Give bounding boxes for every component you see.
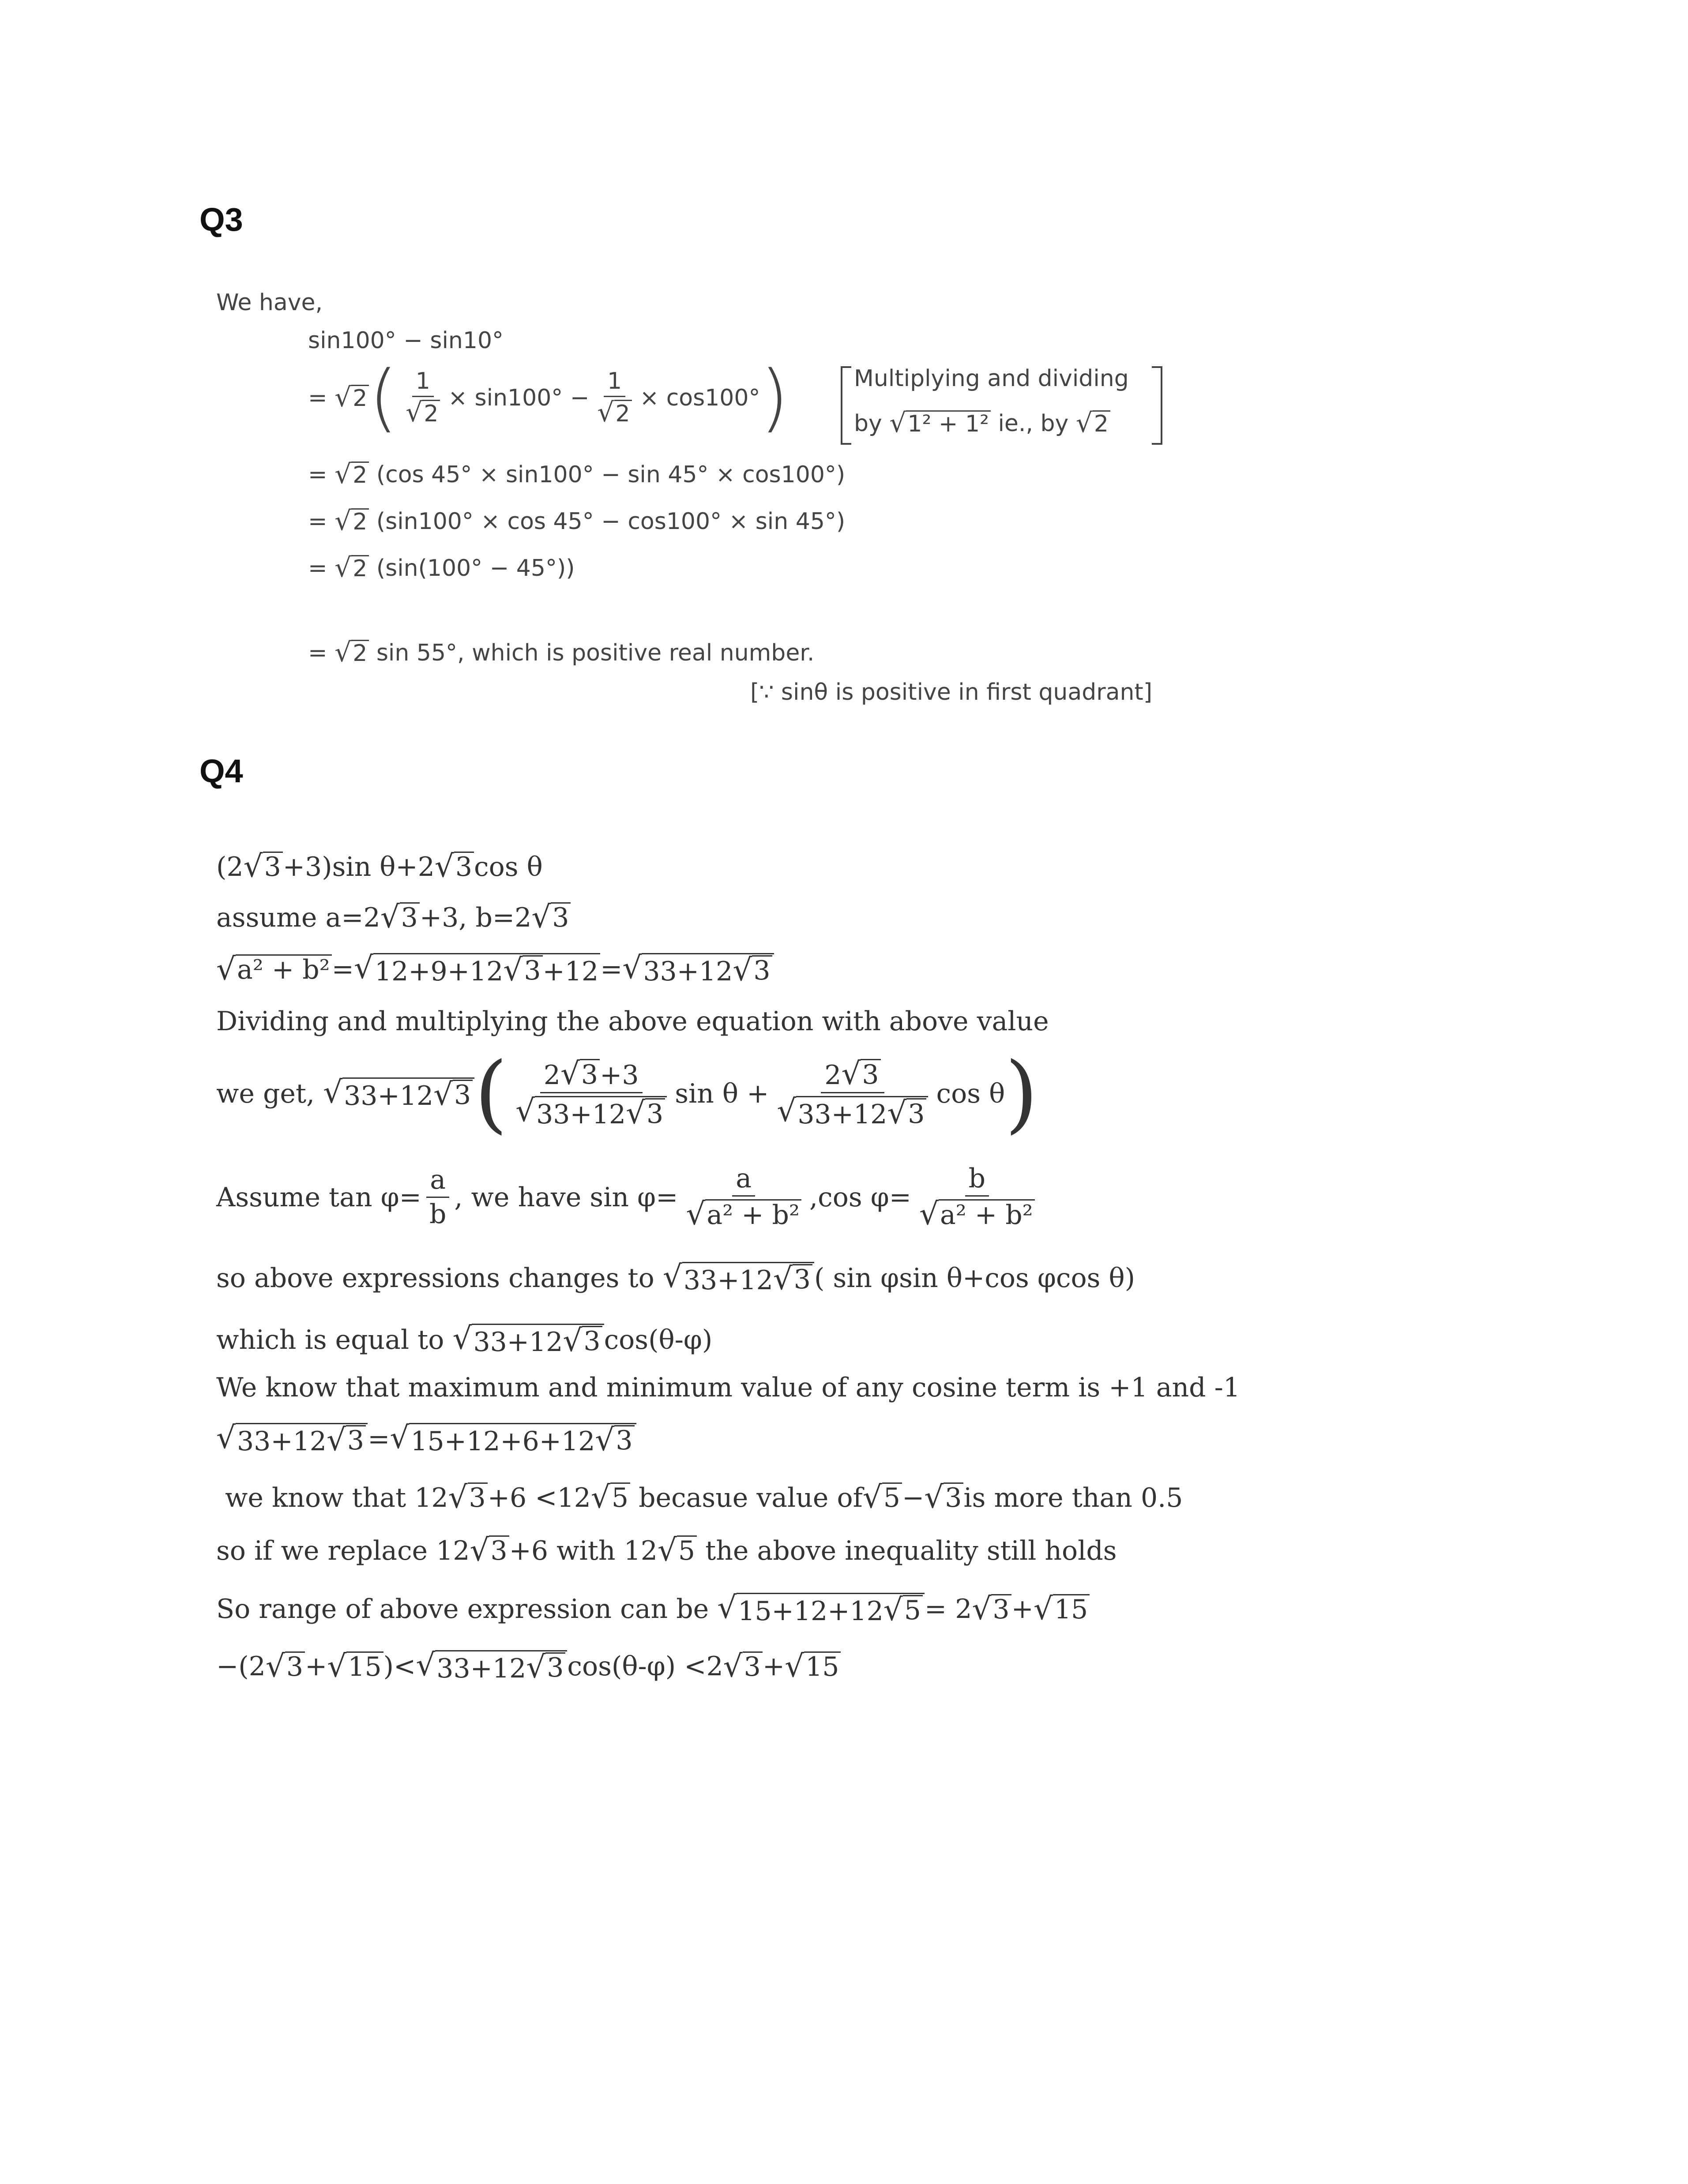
left-paren: ( [369, 355, 398, 440]
q4-line-8: which is equal to √ 33+12 √ 3 cos(θ-φ) [216, 1321, 713, 1358]
note-line-1: Multiplying and dividing [854, 365, 1129, 392]
q3-line-5: = √ 2 (sin(100° − 45°)) [308, 552, 575, 583]
q4-line-7: so above expressions changes to √ 33+12 √ 3 ( sin φsin θ+cos φcos θ) [216, 1259, 1135, 1297]
note-line-2: by √ 1² + 1² ie., by √ 2 [854, 410, 1110, 437]
equals-sign: = [308, 384, 327, 411]
q4-line-10: √ 33+12 √ 3 = √ 15+12+6+12 √ 3 [216, 1423, 636, 1456]
q4-line-2: assume a=2 √ 3 +3, b=2 √ 3 [216, 902, 571, 933]
fraction: 1 √ 2 [594, 369, 635, 426]
q4-line-9: We know that maximum and minimum value of any cosine term is +1 and -1 [216, 1372, 1241, 1403]
q3-line-1: sin100° − sin10° [308, 327, 504, 354]
q3-heading: Q3 [199, 201, 243, 238]
q3-intro: We have, [216, 289, 323, 316]
fraction: 1 √ 2 [402, 369, 444, 426]
fraction: 2 √ 3 +3 √ 33+12 √ 3 [512, 1059, 670, 1129]
q4-line-13: So range of above expression can be √ 15+12+12 √ 5 = 2 √ 3 + √ 15 [216, 1593, 1090, 1625]
q4-heading: Q4 [199, 753, 243, 789]
right-paren: ) [760, 355, 789, 440]
q4-line-11: we know that 12 √ 3 +6 <12 √ 5 becasue value of √ 5 − √ 3 is more than 0.5 [225, 1480, 1183, 1515]
q4-line-14: −(2 √ 3 + √ 15 )< √ 33+12 √ 3 cos(θ-φ) <2 √ 3 + √ 15 [216, 1650, 841, 1683]
q4-line-1: (2 √ 3 +3)sin θ+2 √ 3 cos θ [216, 849, 543, 884]
q3-reason: [ ∵ sinθ is positive in first quadrant ] [750, 679, 1153, 705]
q3-line-2 [308, 355, 789, 440]
q3-line-3: = √ 2 (cos 45° × sin100° − sin 45° × cos100°) [308, 459, 846, 490]
note-bracket-right [1152, 366, 1162, 445]
q4-line-4: Dividing and multiplying the above equation with above value [216, 1006, 1049, 1037]
q3-line-4: = √ 2 (sin100° × cos 45° − cos100° × sin 45°) [308, 506, 846, 537]
q4-line-6: Assume tan φ = $\frac{a}{b}$ , we have sin φ = a √ a² + b² ,cos φ = b √ a² + b² [216, 1165, 1043, 1230]
note-bracket-left [841, 366, 851, 445]
radical: √ 2 [335, 385, 369, 411]
q3-line-6: = √ 2 sin 55°, which is positive real number. [308, 637, 815, 668]
q4-line-5: we get, √ 33+12 √ 3 ( 2 √ 3 +3 √ 33+12 √ 3 sin θ + 2 √ 3 √ 33+12 √ 3 cos θ ) [216, 1044, 1038, 1143]
q3-line-2-mid: × sin100° − [448, 384, 590, 411]
q4-line-12: so if we replace 12 √ 3 +6 with 12 √ 5 the above inequality still holds [216, 1533, 1117, 1568]
fraction: 2 √ 3 √ 33+12 √ 3 [773, 1059, 932, 1129]
q4-line-3: √ a² + b² = √ 12+9+12 √ 3 +12 = √ 33+12 √ 3 [216, 953, 774, 986]
q3-line-2-end: × cos100° [639, 384, 760, 411]
